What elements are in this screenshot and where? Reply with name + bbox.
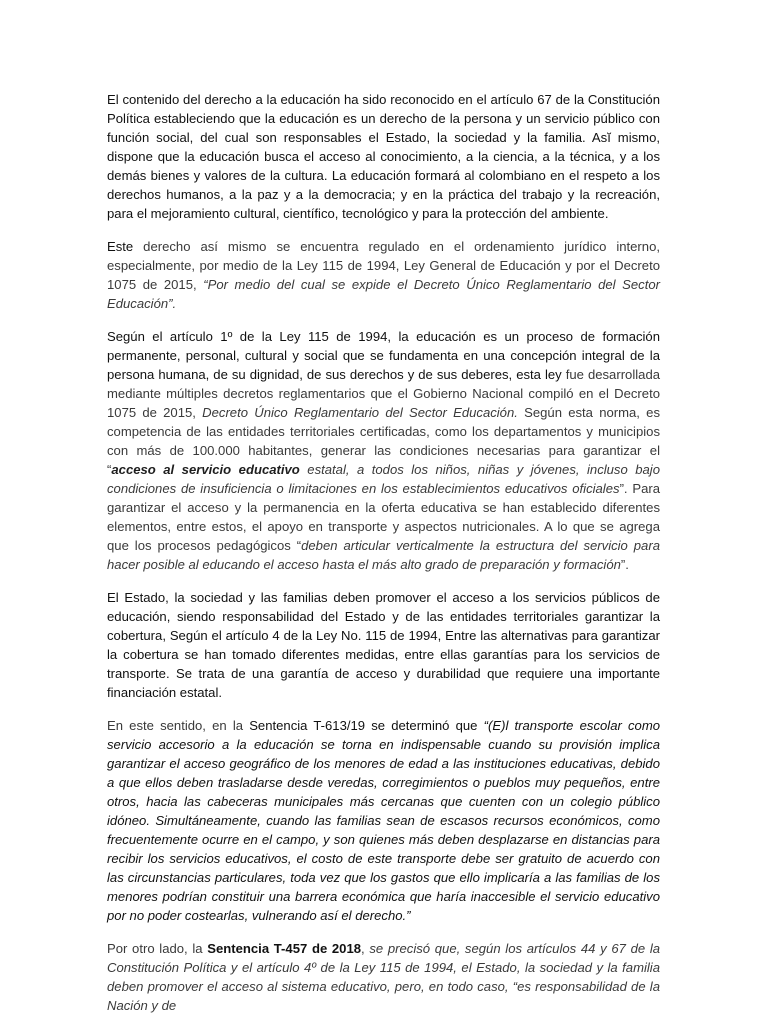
- case-reference: Sentencia T-613/19: [249, 718, 366, 733]
- quoted-ruling: “(E)l transporte escolar como servicio accesorio a la educación se torna en indispensable cuando su provisión implica garantizar el acceso geográfico de los menores de edad a las instituciones educativas, debido a que ellos deben trasladarse desde veredas, corregimientos o pueblos muy pequeños, entre otros, hacia las cabeceras municipales más cercanas que cuenten con un colegio público idóneo. Simultáneamente, cuando las familias sean de escasos recursos económicos, como frecuentemente ocurre en el campo, y son quienes más deben desplazarse en distancias para recibir los servicios educativos, el costo de este transporte debe ser gratuito de acuerdo con las circunstancias particulares, toda vez que los gastos que ello implicaría a las familias de los menores podrían constituir una barrera económica que haría inaccesible el servicio educativo por no poder costearlas, vulnerando así el derecho.”: [107, 718, 661, 923]
- paragraph-text: ,: [361, 941, 370, 956]
- paragraph-text: En este sentido, en la: [107, 718, 250, 733]
- quoted-text: estatal, a todos los niños, niñas y jóvenes, incluso bajo condiciones de insuficiencia o limitaciones en los establecimientos educativos oficiales: [107, 462, 660, 496]
- decree-title: Decreto Único Reglamentario del Sector Educación.: [202, 405, 518, 420]
- quoted-ruling: se precisó que, según los artículos 44 y 67 de la Constitución Política y el artículo 4º de la Ley 115 de 1994, el Estado, la sociedad y la familia deben promover el acceso al sistema educativo, pero, en todo caso, “es responsabilidad de la Nación y de: [107, 941, 661, 1013]
- paragraph-coverage: [107, 588, 660, 702]
- paragraph-regulation: [107, 237, 660, 313]
- paragraph-text: derecho así mismo se encuentra regulado en el ordenamiento jurídico interno, especialmente, por medio de la Ley 115 de 1994, Ley General de Educación y por el Decreto 1075 de 2015,: [107, 239, 660, 292]
- decree-title-quote: “Por medio del cual se expide el Decreto Único Reglamentario del Sector Educación”.: [107, 277, 661, 311]
- paragraph-law-115: [107, 327, 660, 574]
- paragraph-text: ”. Para garantizar el acceso y la permanencia en la oferta educativa se han establecido diferentes elementos, entre estos, el apoyo en transporte y aspectos nutricionales. A lo que se agrega que los procesos pedagógicos “: [107, 481, 661, 553]
- paragraph-text: El contenido del derecho a la educación ha sido reconocido en el artículo 67 de la Constitución Política estableciendo que la educación es un derecho de la persona y un servicio público con función social, del cual son responsables el Estado, la sociedad y la familia. Asĭ mismo, dispone que la educación busca el acceso al conocimiento, a la ciencia, a la técnica, y a los demás bienes y valores de la cultura. La educación formará al colombiano en el respeto a los derechos humanos, a la paz y a la democracia; y en la práctica del trabajo y la recreación, para el mejoramiento cultural, científico, tecnológico y para la protección del ambiente.: [107, 92, 660, 221]
- paragraph-text: ”.: [620, 557, 629, 572]
- emphasized-term: [111, 462, 299, 477]
- paragraph-sentencia-t457: [107, 939, 660, 1015]
- paragraph-text: El Estado, la sociedad y las familias deben promover el acceso a los servicios públicos de educación, siendo responsabilidad del Estado y de las entidades territoriales garantizar la cobertura, Según el artículo 4 de la Ley No. 115 de 1994, Entre las alternativas para garantizar la cobertura se han tomado diferentes medidas, entre ellas garantías para los servicios de transporte. Se trata de una garantía de acceso y durabilidad que requiere una importante financiación estatal.: [107, 590, 660, 700]
- paragraph-lead-word: Este: [107, 239, 134, 254]
- paragraph-text: se determinó que: [365, 718, 484, 733]
- paragraph-text: Según el artículo 1º de la Ley 115 de 1994, la educación es un proceso de formación permanente, personal, cultural y social que se fundamenta en una concepción integral de la persona humana, de su dignidad, de sus derechos y de sus deberes, esta ley: [107, 329, 660, 382]
- paragraph-text: fue desarrollada mediante múltiples decretos reglamentarios que el Gobierno Nacional compiló en el Decreto 1075 de 2015,: [107, 367, 661, 420]
- quoted-text: deben articular verticalmente la estructura del servicio para hacer posible al educando el acceso hasta el más alto grado de preparación y formación: [107, 538, 660, 572]
- paragraph-sentencia-t613: [107, 716, 660, 925]
- paragraph-text: Según esta norma, es competencia de las entidades territoriales certificadas, como los departamentos y municipios con más de 100.000 habitantes, generar las condiciones necesarias para garantizar el “: [107, 405, 660, 477]
- case-reference: Sentencia T-457 de 2018: [207, 941, 362, 956]
- emphasized-term-text: acceso al servicio educativo: [111, 462, 300, 477]
- document-page: [107, 90, 660, 1029]
- paragraph-constitution: [107, 90, 660, 223]
- paragraph-text: Por otro lado, la: [107, 941, 208, 956]
